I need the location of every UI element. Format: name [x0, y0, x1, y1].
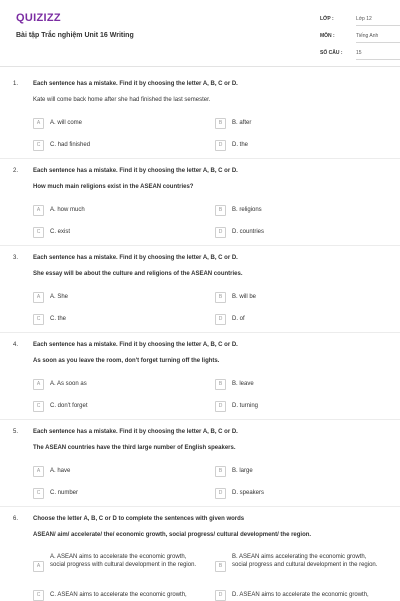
option-letter-box: D	[215, 314, 226, 325]
option-b[interactable]	[215, 205, 385, 215]
option-letter-box: B	[215, 205, 226, 216]
question-divider	[0, 158, 400, 159]
option-text: D. ASEAN aims to accelerate the economic growth,	[232, 592, 369, 598]
option-letter-box: B	[215, 561, 226, 572]
question-number: 1.	[13, 81, 19, 87]
question-number: 4.	[13, 342, 19, 348]
meta-label: SỐ CÂU :	[320, 50, 343, 56]
option-text: C. ASEAN aims to accelerate the economic growth,	[50, 592, 187, 598]
option-c[interactable]	[33, 488, 203, 498]
option-text: A. She	[50, 294, 69, 300]
question-instruction: Each sentence has a mistake. Find it by choosing the letter A, B, C or D.	[33, 168, 238, 174]
question-divider	[0, 245, 400, 246]
option-d[interactable]	[215, 488, 385, 498]
question-number: 3.	[13, 255, 19, 261]
option-c[interactable]	[33, 227, 203, 237]
option-letter-box: D	[215, 227, 226, 238]
question-stem: Kate will come back home after she had finished the last semester.	[33, 97, 211, 103]
question-stem: As soon as you leave the room, don't forget turning off the lights.	[33, 358, 220, 364]
question-number: 5.	[13, 429, 19, 435]
option-text: B. religions	[232, 207, 262, 213]
question-instruction: Each sentence has a mistake. Find it by choosing the letter A, B, C or D.	[33, 342, 238, 348]
option-b[interactable]	[215, 466, 385, 476]
worksheet-title: Bài tập Trắc nghiệm Unit 16 Writing	[16, 32, 134, 39]
option-letter-box: B	[215, 292, 226, 303]
option-c[interactable]	[33, 590, 213, 600]
option-text: C. number	[50, 490, 79, 496]
option-a[interactable]	[33, 466, 203, 476]
option-text: B. will be	[232, 294, 257, 300]
option-text: B. large	[232, 468, 253, 474]
option-letter-box: B	[215, 466, 226, 477]
option-letter-box: C	[33, 590, 44, 601]
option-a[interactable]	[33, 379, 203, 389]
option-letter-box: A	[33, 561, 44, 572]
question-instruction: Each sentence has a mistake. Find it by choosing the letter A, B, C or D.	[33, 429, 238, 435]
meta-row-class	[320, 14, 390, 31]
worksheet-meta	[320, 14, 390, 65]
meta-value: Lớp 12	[356, 16, 400, 26]
option-text: D. turning	[232, 403, 259, 409]
option-text: D. countries	[232, 229, 265, 235]
meta-label: LỚP :	[320, 16, 334, 22]
option-c[interactable]	[33, 140, 203, 150]
question-instruction: Each sentence has a mistake. Find it by choosing the letter A, B, C or D.	[33, 255, 238, 261]
option-letter-box: A	[33, 205, 44, 216]
option-letter-box: A	[33, 379, 44, 390]
option-b[interactable]	[215, 118, 385, 128]
option-letter-box: A	[33, 118, 44, 129]
option-text: A. how much	[50, 207, 85, 213]
meta-row-count	[320, 48, 390, 65]
option-text: D. of	[232, 316, 245, 322]
meta-value: 15	[356, 50, 400, 60]
option-b[interactable]	[215, 379, 385, 389]
option-letter-box: D	[215, 401, 226, 412]
option-d[interactable]	[215, 227, 385, 237]
option-d[interactable]	[215, 140, 385, 150]
option-text: A. have	[50, 468, 71, 474]
option-a[interactable]	[33, 205, 203, 215]
question-stem: She essay will be about the culture and religions of the ASEAN countries.	[33, 271, 243, 277]
question-divider	[0, 332, 400, 333]
option-text: A. As soon as	[50, 381, 87, 387]
question-number: 6.	[13, 516, 19, 522]
option-d[interactable]	[215, 314, 385, 324]
option-text: B. after	[232, 120, 252, 126]
question-divider	[0, 419, 400, 420]
option-text: D. speakers	[232, 490, 265, 496]
option-text: B. leave	[232, 381, 254, 387]
option-b[interactable]	[215, 292, 385, 302]
option-letter-box: C	[33, 140, 44, 151]
option-a[interactable]	[33, 292, 203, 302]
question-instruction: Each sentence has a mistake. Find it by choosing the letter A, B, C or D.	[33, 81, 238, 87]
option-a[interactable]	[33, 552, 213, 569]
option-letter-box: A	[33, 466, 44, 477]
worksheet-header	[0, 0, 400, 67]
option-d[interactable]	[215, 401, 385, 411]
option-text: C. the	[50, 316, 67, 322]
option-letter-box: B	[215, 118, 226, 129]
option-c[interactable]	[33, 314, 203, 324]
option-letter-box: C	[33, 314, 44, 325]
option-text: A. will come	[50, 120, 83, 126]
option-letter-box: B	[215, 379, 226, 390]
option-b[interactable]	[215, 552, 395, 569]
option-text: D. the	[232, 142, 249, 148]
option-text: C. had finished	[50, 142, 91, 148]
option-letter-box: D	[215, 488, 226, 499]
question-instruction: Choose the letter A, B, C or D to complete the sentences with given words	[33, 516, 245, 522]
option-letter-box: A	[33, 292, 44, 303]
option-text: B. ASEAN aims accelerating the economic growth, social progress and cultural development in the region.	[232, 554, 378, 568]
option-d[interactable]	[215, 590, 395, 600]
question-divider	[0, 506, 400, 507]
option-letter-box: D	[215, 140, 226, 151]
option-text: A. ASEAN aims to accelerate the economic growth, social progress with cultural development in the region.	[50, 554, 197, 568]
option-text: C. exist	[50, 229, 71, 235]
option-letter-box: D	[215, 590, 226, 601]
option-text: C. don't forget	[50, 403, 88, 409]
option-a[interactable]	[33, 118, 203, 128]
question-stem: The ASEAN countries have the third large number of English speakers.	[33, 445, 236, 451]
option-c[interactable]	[33, 401, 203, 411]
option-letter-box: C	[33, 488, 44, 499]
meta-value: Tiếng Anh	[356, 33, 400, 43]
option-letter-box: C	[33, 401, 44, 412]
question-stem: How much main religions exist in the ASEAN countries?	[33, 184, 194, 190]
meta-row-subject	[320, 31, 390, 48]
meta-label: MÔN :	[320, 33, 335, 39]
question-number: 2.	[13, 168, 19, 174]
question-stem: ASEAN/ aim/ accelerate/ the/ economic growth, social progress/ cultural development/ the region.	[33, 532, 312, 538]
option-letter-box: C	[33, 227, 44, 238]
quizizz-logo: QUIZIZZ	[16, 12, 61, 24]
